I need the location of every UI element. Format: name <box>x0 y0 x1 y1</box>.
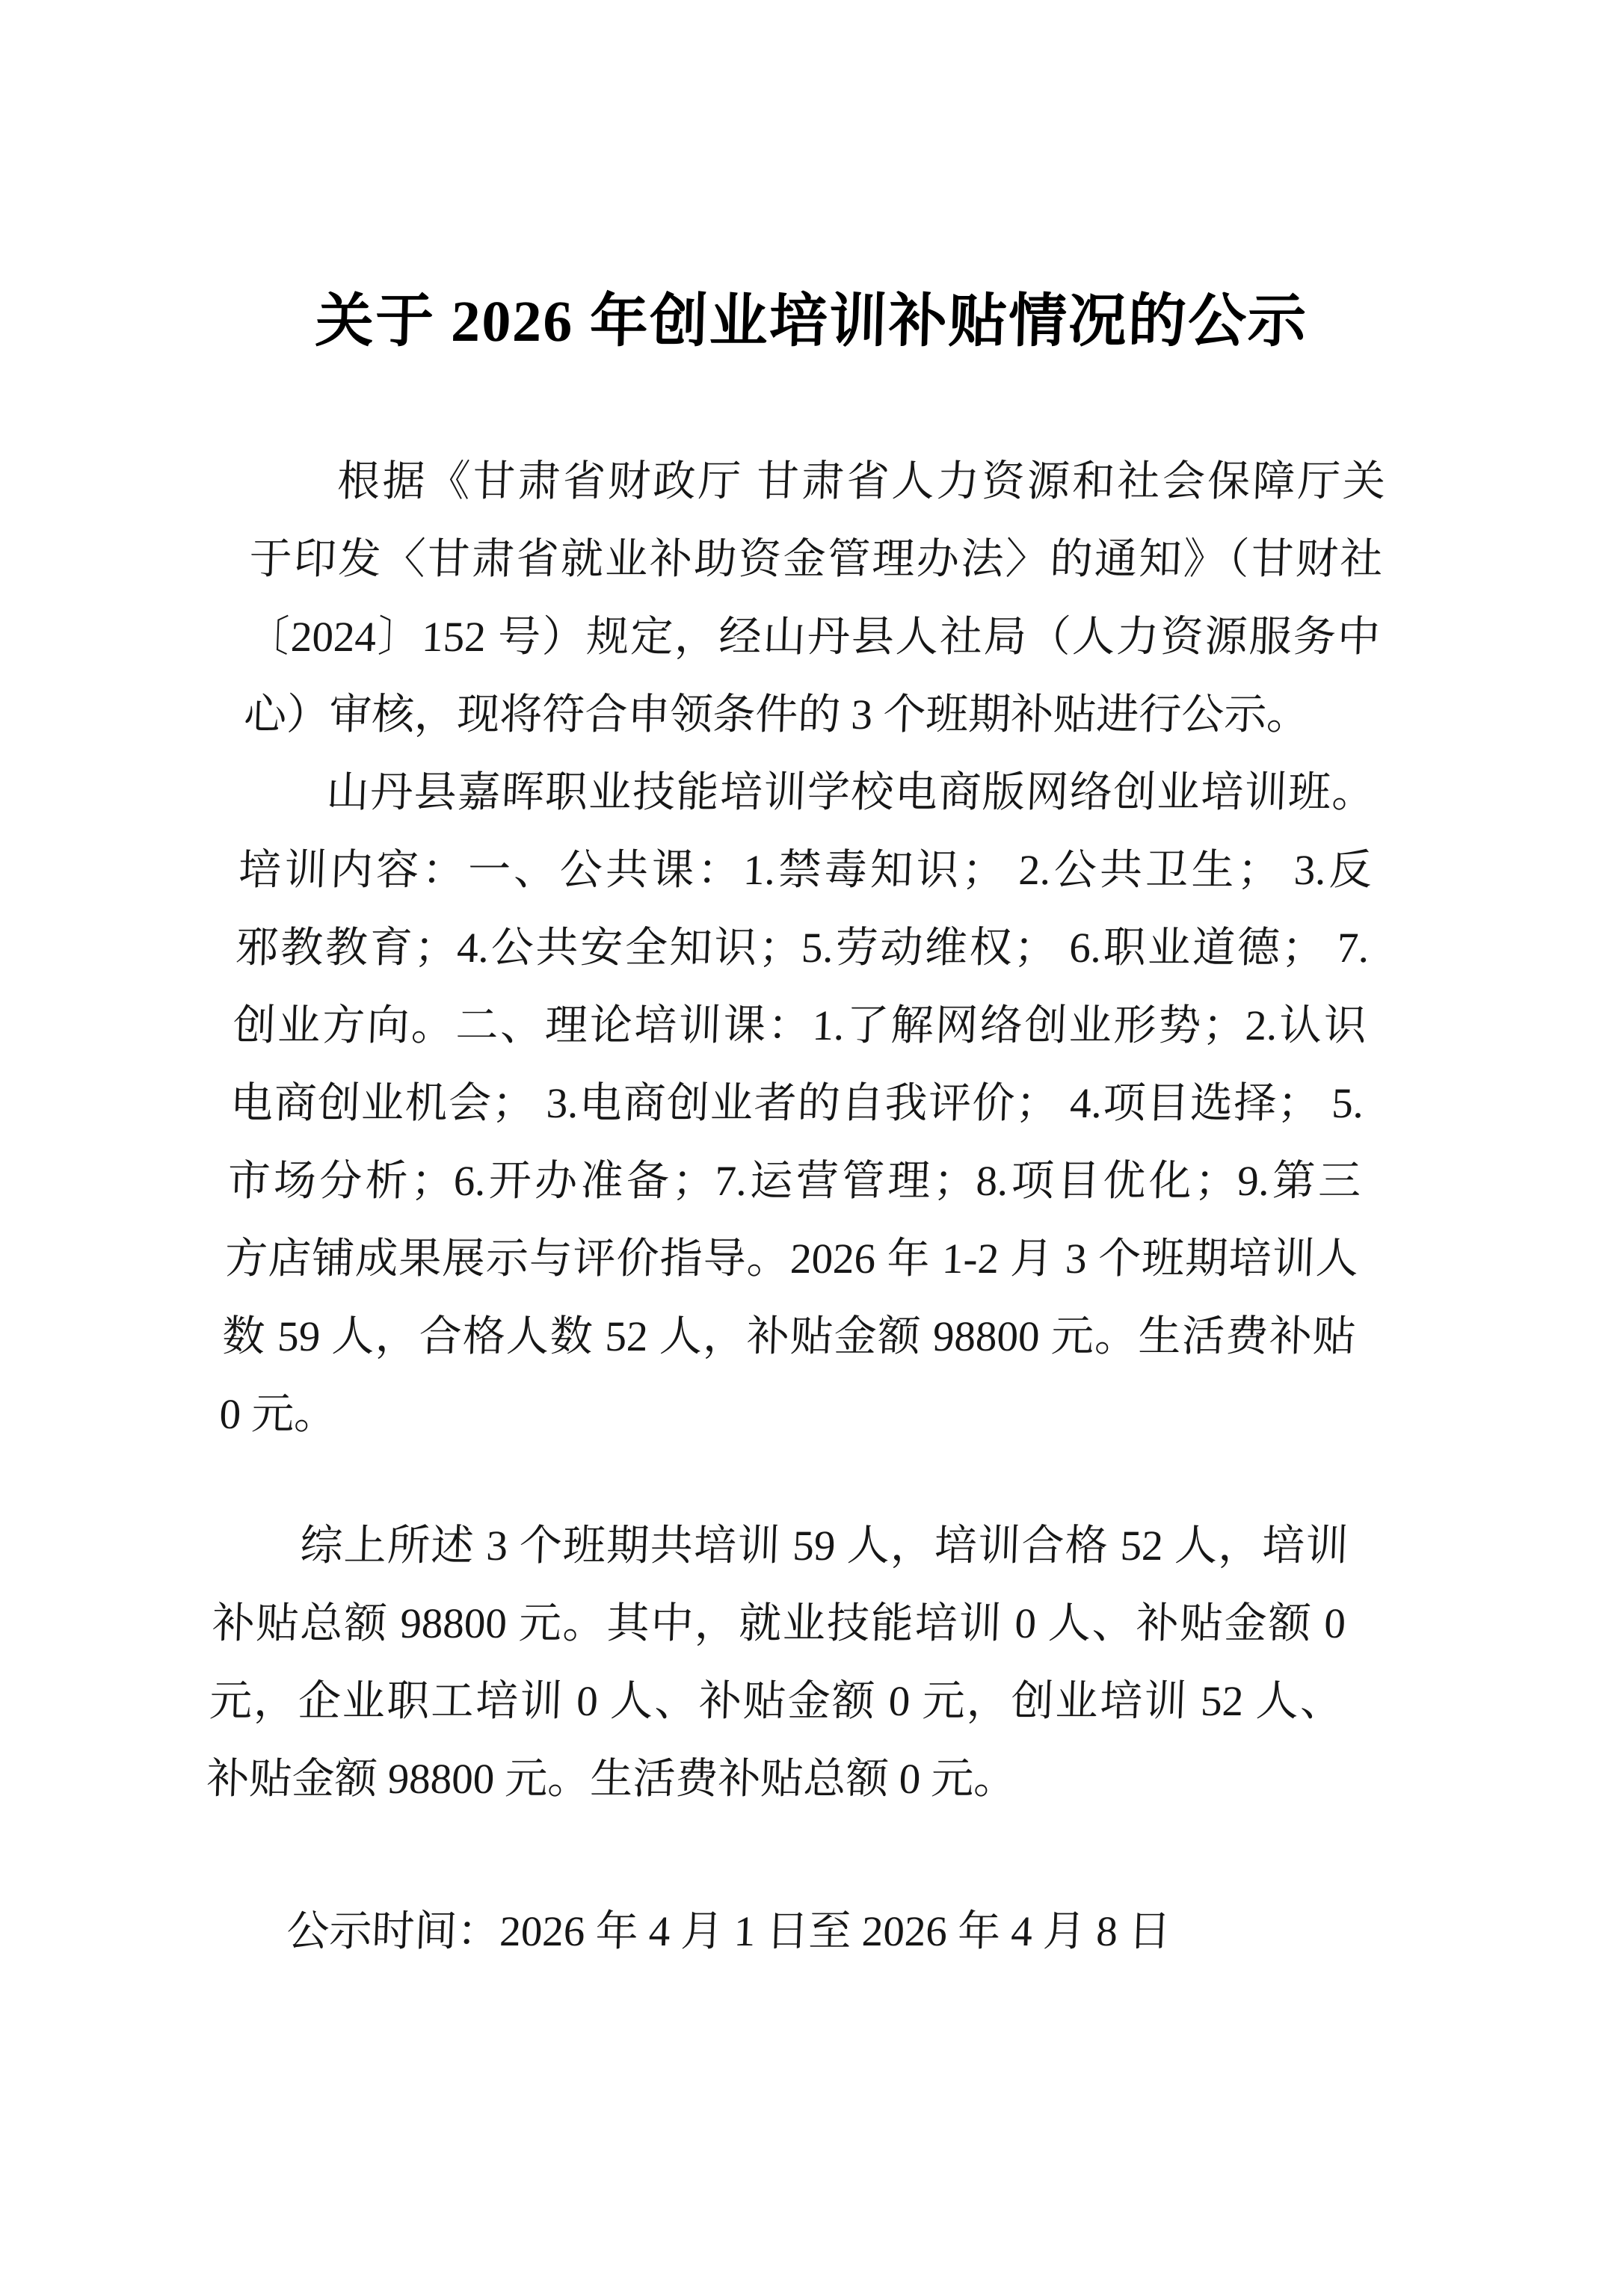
body-line: 0 元。 <box>218 1391 338 1438</box>
body-line: 根据《甘肃省财政厅 甘肃省人力资源和社会保障厅关 <box>336 458 1387 505</box>
body-line: 方店铺成果展示与评价指导。2026 年 1-2 月 3 个班期培训人 <box>224 1235 1359 1283</box>
body-line: 〔2024〕152 号）规定，经山丹县人社局（人力资源服务中 <box>245 614 1382 661</box>
body-line: 补贴总额 98800 元。其中，就业技能培训 0 人、补贴金额 0 <box>211 1600 1346 1647</box>
body-line: 于印发〈甘肃省就业补助资金管理办法〉的通知》（甘财社 <box>248 536 1384 583</box>
body-line: 市场分析；6.开办准备；7.运营管理；8.项目优化；9.第三 <box>227 1158 1362 1205</box>
body-line: 心）审核，现将符合申领条件的 3 个班期补贴进行公示。 <box>243 691 1311 738</box>
body-line: 综上所述 3 个班期共培训 59 人，培训合格 52 人，培训 <box>299 1522 1349 1570</box>
body-line: 数 59 人，合格人数 52 人，补贴金额 98800 元。生活费补贴 <box>221 1313 1357 1360</box>
body-line: 元，企业职工培训 0 人、补贴金额 0 元，创业培训 52 人、 <box>209 1678 1344 1725</box>
body-line: 培训内容：一、公共课：1.禁毒知识； 2.公共卫生； 3.反 <box>237 847 1373 894</box>
body-line: 补贴金额 98800 元。生活费补贴总额 0 元。 <box>206 1756 1017 1803</box>
blank-line <box>216 1454 1352 1507</box>
body-line: 山丹县嘉晖职业技能培训学校电商版网络创业培训班。 <box>325 769 1376 816</box>
body-line: 邪教教育；4.公共安全知识；5.劳动维权； 6.职业道德； 7. <box>235 925 1370 972</box>
blank-line <box>203 1818 1338 1893</box>
body-line: 电商创业机会； 3.电商创业者的自我评价； 4.项目选择； 5. <box>230 1080 1365 1127</box>
body-line: 创业方向。二、理论培训课：1.了解网络创业形势；2.认识 <box>232 1002 1367 1049</box>
body-line: 公示时间：2026 年 4 月 1 日至 2026 年 4 月 8 日 <box>286 1908 1172 1955</box>
page-title: 关于 2026 年创业培训补贴情况的公示 <box>314 288 1309 354</box>
document-body <box>200 443 1387 1971</box>
